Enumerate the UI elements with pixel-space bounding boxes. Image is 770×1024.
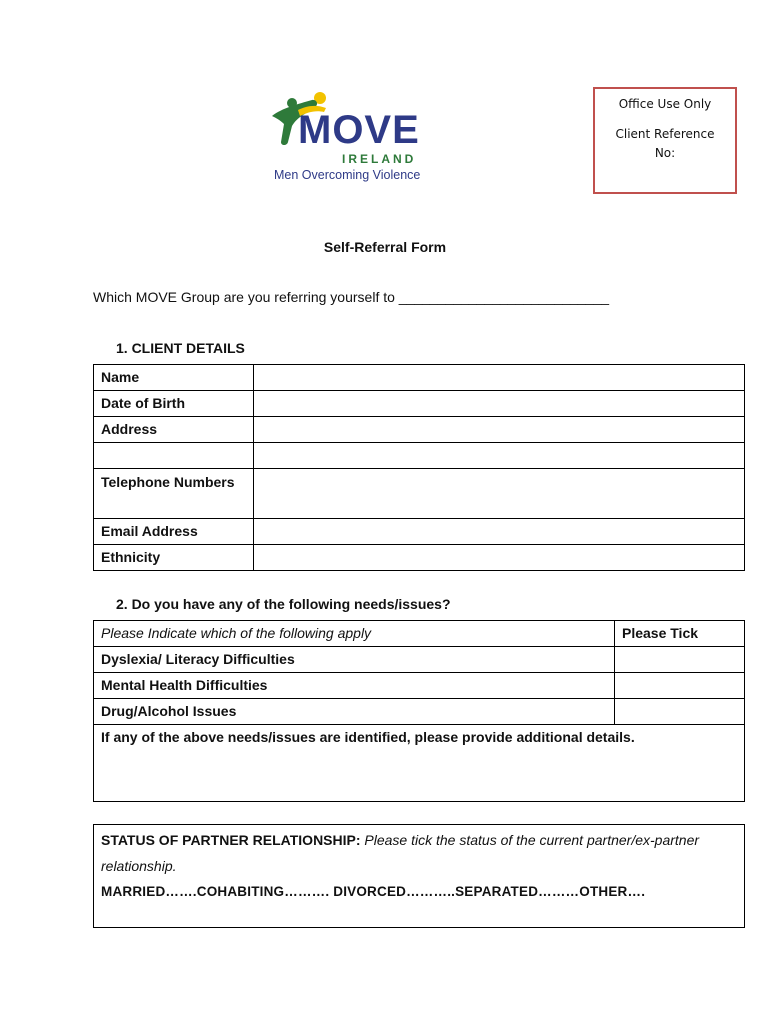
table-row [94,725,745,802]
ethnicity-field[interactable] [254,545,745,571]
email-field[interactable] [254,519,745,545]
move-ireland-logo [268,86,438,186]
form-title: Self-Referral Form [323,239,447,255]
address-continued-field[interactable] [254,443,745,469]
address-field[interactable] [254,417,745,443]
additional-details-field[interactable]: If any of the above needs/issues are identified, please provide additional details. [94,725,745,802]
dob-field[interactable] [254,391,745,417]
table-row [94,545,745,571]
dyslexia-label: Dyslexia/ Literacy Difficulties [94,647,615,673]
please-tick-header: Please Tick [615,621,745,647]
client-details-heading: 1. CLIENT DETAILS [116,340,245,356]
client-reference-label [595,125,735,163]
partner-status-heading: STATUS OF PARTNER RELATIONSHIP: [101,832,361,848]
address-continued-label [94,443,254,469]
table-row [94,621,745,647]
partner-status-box[interactable] [93,824,745,928]
table-row [94,391,745,417]
telephone-field[interactable] [254,469,745,519]
mental-health-label: Mental Health Difficulties [94,673,615,699]
office-use-title: Office Use Only [618,97,712,111]
needs-instruction: Please Indicate which of the following apply [94,621,615,647]
logo-tagline: Men Overcoming Violence [274,168,421,182]
table-row [94,365,745,391]
logo-wordmark: MOVE [298,108,420,152]
drug-alcohol-label: Drug/Alcohol Issues [94,699,615,725]
table-row [94,699,745,725]
partner-status-options[interactable]: MARRIED…….COHABITING………. DIVORCED………..SEPARATED………OTHER…. [101,884,646,899]
address-label: Address [94,417,254,443]
logo-country: IRELAND [342,152,417,166]
dyslexia-tick-box[interactable] [615,647,745,673]
mental-health-tick-box[interactable] [615,673,745,699]
table-row [94,673,745,699]
telephone-label: Telephone Numbers [94,469,254,519]
client-reference-line1: Client Reference [615,127,715,141]
needs-heading: 2. Do you have any of the following needs/issues? [116,596,451,612]
table-row [94,443,745,469]
group-question[interactable]: Which MOVE Group are you referring yourself to ___________________________ [93,289,610,305]
name-field[interactable] [254,365,745,391]
table-row [94,519,745,545]
name-label: Name [94,365,254,391]
table-row [94,417,745,443]
needs-table [93,620,745,802]
partner-status-instruction: Please tick the status of the current partner/ex-partner relationship. [101,832,700,874]
client-reference-line2: No: [654,146,676,160]
ethnicity-label: Ethnicity [94,545,254,571]
office-use-box [593,87,737,194]
table-row [94,647,745,673]
client-details-table [93,364,745,571]
email-label: Email Address [94,519,254,545]
dob-label: Date of Birth [94,391,254,417]
table-row [94,469,745,519]
drug-alcohol-tick-box[interactable] [615,699,745,725]
